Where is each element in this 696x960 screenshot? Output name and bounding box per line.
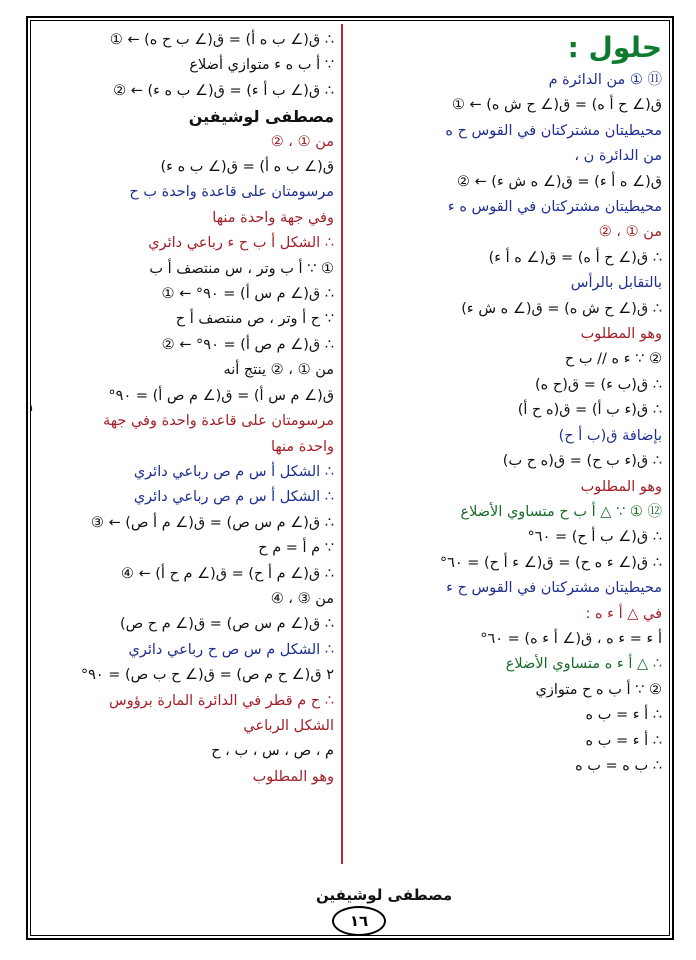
right-line: بإضافة ق(ب أ ح) (558, 427, 662, 444)
left-line: مرسومتان على قاعدة واحدة وفي جهة (102, 413, 334, 430)
right-line: أ ء = ء ه ، ق(∠ أ ء ه) = ٦٠° (480, 630, 662, 647)
left-line: ∴ الشكل أ س م ص رباعي دائري (133, 463, 334, 480)
left-line: ∴ ح م قطر في الدائرة المارة برؤوس (109, 692, 334, 709)
right-line: من ① ، ② (598, 224, 662, 241)
right-line: وهو المطلوب (580, 326, 662, 343)
left-line: ∵ م أ = م ح (258, 540, 334, 557)
left-line: ق(∠ ب ه أ) = ق(∠ ب ه ء) (160, 159, 334, 176)
margin-mark: ١ (28, 400, 35, 414)
left-line: ∴ ق(∠ م س ص) = ق(∠ م ح ص) (119, 616, 334, 633)
left-line: من ① ، ② ينتج أنه (223, 362, 334, 379)
right-line: ∴ أ ء = ب ه (585, 732, 662, 749)
worksheet-page (26, 16, 674, 940)
left-line: مرسومتان على قاعدة واحدة ب ح (129, 184, 334, 201)
left-line: ∴ ق(∠ م س أ) = ٩٠° ← ① (161, 286, 334, 303)
left-line: ٢ ق(∠ ح م ص) = ق(∠ ح ب ص) = ٩٠° (80, 667, 334, 684)
right-line: محيطيتان مشتركتان في القوس ه ء (447, 199, 662, 216)
right-line: ② ∵ أ ب ه ح متوازي (535, 681, 662, 698)
left-line: ∴ الشكل م س ص ح رباعي دائري (128, 641, 334, 658)
right-line: بالتقابل بالرأس (570, 275, 662, 292)
right-line: ∴ △ أ ء ه متساوي الأضلاع (505, 656, 662, 673)
right-line: ∴ ق(∠ ح أ ه) = ق(∠ ه أ ء) (488, 249, 662, 266)
right-line: ق(∠ ه أ ء) = ق(∠ ه ش ء) ← ② (456, 173, 662, 190)
author-signature: مصطفى لوشيفين (316, 886, 453, 904)
right-line: من الدائرة ن ، (574, 148, 662, 165)
right-line: ∴ ق(∠ ح ش ه) = ق(∠ ه ش ء) (461, 300, 662, 317)
right-line: وهو المطلوب (580, 478, 662, 495)
right-line: ② ∵ ء ه // ب ح (564, 351, 662, 368)
right-line: محيطيتان مشتركتان في القوس ح ه (445, 122, 662, 139)
right-line: ق(∠ ح أ ه) = ق(∠ ح ش ه) ← ① (451, 97, 662, 114)
left-column (40, 28, 334, 860)
left-line: وهو المطلوب (252, 768, 334, 785)
left-line: ∴ ق(∠ ب أ ء) = ق(∠ ب ه ء) ← ② (113, 82, 334, 99)
right-line: ∴ ب ه = ب ه (575, 757, 662, 774)
right-line: ⑪ ① من الدائرة م (548, 72, 662, 88)
right-column (352, 28, 662, 860)
right-line: ∴ ق(ء ب ح) = ق(ه ح ب) (502, 453, 662, 470)
column-divider (341, 24, 343, 864)
left-line: ∵ ح أ وتر ، ص منتصف أ ح (175, 311, 334, 328)
right-line: ∴ ق(∠ ب أ ح) = ٦٠° (527, 529, 662, 546)
right-line: في △ أ ء ه : (585, 605, 662, 622)
left-line: ∴ الشكل أ س م ص رباعي دائري (133, 489, 334, 506)
left-line: ∴ ق(∠ ب ه أ) = ق(∠ ب ح ه) ← ① (109, 32, 334, 48)
left-line: ① ∵ أ ب وتر ، س منتصف أ ب (149, 260, 334, 277)
left-line: ∴ الشكل أ ب ح ء رباعي دائري (148, 235, 334, 252)
left-line: الشكل الرباعي (243, 717, 334, 734)
left-line: وفي جهة واحدة منها (212, 209, 334, 226)
left-line: من ① ، ② (270, 133, 334, 150)
left-line: واحدة منها (270, 438, 334, 455)
page-number: ١٦ (332, 906, 386, 936)
right-line: ∴ ق(∠ ء ه ح) = ق(∠ ء أ ح) = ٦٠° (439, 554, 662, 571)
right-line: ∴ أ ء = ب ه (585, 707, 662, 724)
left-line: من ③ ، ④ (270, 590, 334, 607)
left-line: ∴ ق(∠ م ص أ) = ٩٠° ← ② (161, 336, 334, 353)
left-line: ∴ ق(∠ م أ ح) = ق(∠ م ح أ) ← ④ (120, 565, 334, 582)
left-line: مصطفى لوشيفين (188, 107, 334, 127)
left-line: ق(∠ م س أ) = ق(∠ م ص أ) = ٩٠° (108, 387, 334, 404)
right-line: ∴ ق(ء ب أ) = ق(ه ح أ) (517, 402, 662, 419)
right-line: ∴ ق(ب ء) = ق(ح ه) (535, 376, 662, 393)
left-line: ∵ أ ب ه ء متوازي أضلاع (189, 57, 334, 74)
right-line: ⑫ ① ∵ △ أ ب ح متساوي الأضلاع (460, 503, 662, 520)
left-line: ∴ ق(∠ م س ص) = ق(∠ م أ ص) ← ③ (90, 514, 334, 531)
solutions-title: حلول : (567, 31, 662, 64)
left-line: م ، ص ، س ، ب ، ح (211, 743, 334, 760)
right-line: محيطيتان مشتركتان في القوس ح ء (446, 580, 662, 597)
